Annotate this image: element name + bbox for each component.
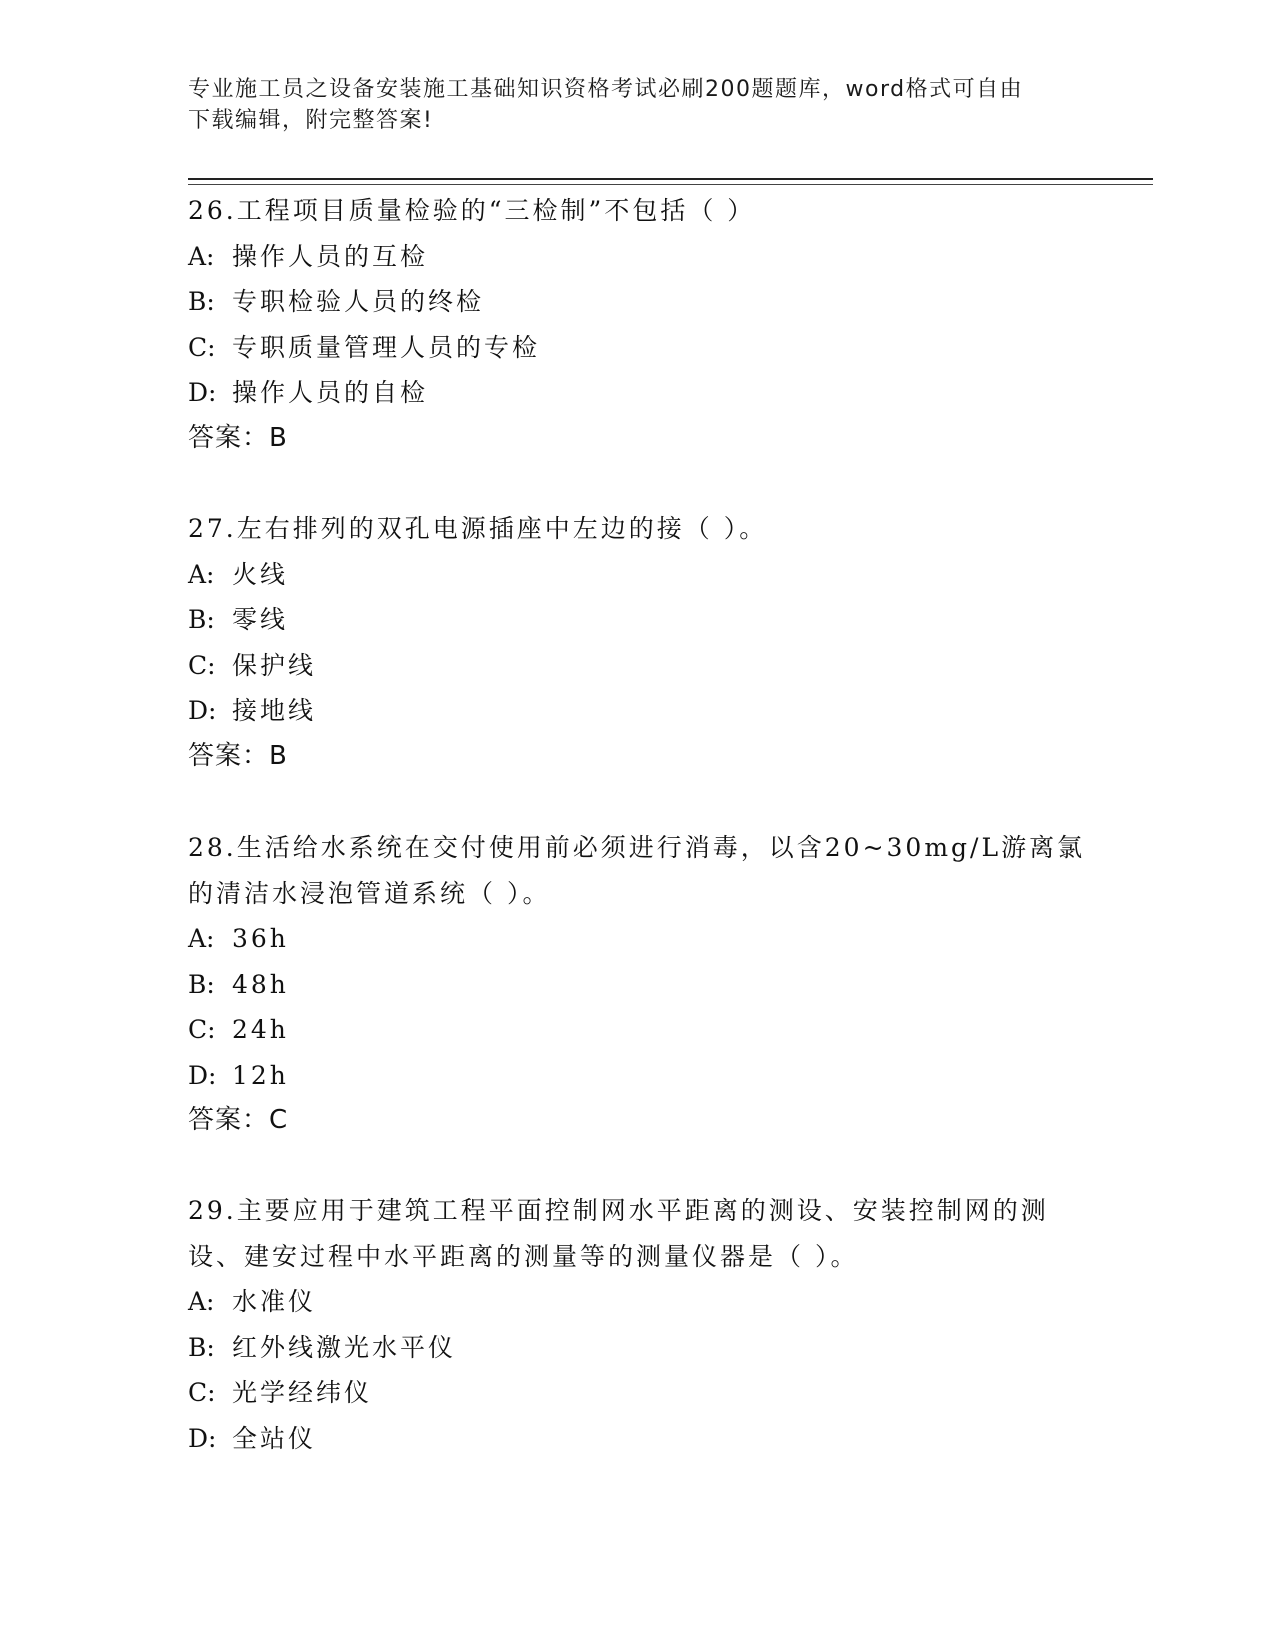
option-text: 36h — [232, 924, 289, 953]
option-text: 操作人员的自检 — [232, 378, 429, 407]
option-b — [188, 962, 1088, 1008]
option-text: 24h — [232, 1015, 289, 1044]
option-c — [188, 643, 1088, 689]
header-divider-thin — [188, 184, 1153, 185]
option-letter: D: — [188, 1423, 217, 1453]
answer-line: 答案：B — [188, 422, 288, 453]
option-d — [188, 1416, 1088, 1462]
option-text: 保护线 — [232, 650, 317, 680]
option-text: 专职质量管理人员的专检 — [232, 332, 541, 362]
option-text: 专职检验人员的终检 — [232, 287, 485, 316]
question-27 — [188, 506, 1088, 779]
option-a — [188, 234, 1088, 280]
option-letter: D: — [188, 696, 217, 725]
option-b — [188, 597, 1088, 643]
question-stem-line-1: 29.主要应用于建筑工程平面控制网水平距离的测设、安装控制网的测 — [188, 1196, 1049, 1225]
option-a — [188, 916, 1088, 962]
option-letter: C: — [188, 650, 216, 680]
option-letter: C: — [188, 332, 216, 362]
option-letter: C: — [188, 1378, 216, 1407]
option-c — [188, 325, 1088, 371]
option-text: 12h — [232, 1060, 289, 1090]
option-text: 火线 — [232, 559, 289, 589]
question-stem-line-1: 28.生活给水系统在交付使用前必须进行消毒，以含20~30mg/L游离氯 — [188, 833, 1086, 862]
option-c — [188, 1370, 1088, 1416]
option-b — [188, 279, 1088, 325]
header-divider-thick — [188, 178, 1153, 180]
option-letter: D: — [188, 378, 217, 407]
question-26 — [188, 188, 1088, 461]
option-text: 红外线激光水平仪 — [232, 1332, 457, 1362]
option-text: 接地线 — [232, 696, 317, 725]
option-c — [188, 1007, 1088, 1053]
option-text: 操作人员的互检 — [232, 241, 429, 271]
option-d — [188, 688, 1088, 734]
answer-line: 答案：C — [188, 1105, 289, 1135]
option-letter: A: — [188, 241, 215, 271]
answer-line: 答案：B — [188, 740, 288, 771]
option-letter: B: — [188, 605, 215, 634]
option-letter: C: — [188, 1015, 216, 1044]
option-letter: B: — [188, 969, 215, 999]
option-a — [188, 552, 1088, 598]
option-text: 48h — [232, 969, 289, 999]
option-d — [188, 370, 1088, 416]
question-stem-line-2: 设、建安过程中水平距离的测量等的测量仪器是（ ）。 — [188, 1241, 859, 1271]
option-text: 全站仪 — [232, 1423, 317, 1453]
question-28 — [188, 825, 1088, 1144]
option-letter: A: — [188, 1287, 215, 1316]
header-line-1: 专业施工员之设备安装施工基础知识资格考试必刷200题题库，word格式可自由 — [188, 77, 1024, 102]
option-letter: A: — [188, 924, 215, 953]
option-letter: D: — [188, 1060, 217, 1090]
option-letter: A: — [188, 559, 215, 589]
option-a — [188, 1279, 1088, 1325]
option-b — [188, 1325, 1088, 1371]
option-d — [188, 1053, 1088, 1099]
header-line-2: 下载编辑，附完整答案! — [188, 108, 434, 133]
option-text: 零线 — [232, 605, 289, 634]
document-header — [188, 74, 1078, 136]
question-stem-line-2: 的清洁水浸泡管道系统（ ）。 — [188, 878, 551, 908]
question-stem: 27.左右排列的双孔电源插座中左边的接（ ）。 — [188, 514, 768, 543]
question-stem: 26.工程项目质量检验的“三检制”不包括（ ） — [188, 196, 756, 225]
option-letter: B: — [188, 1332, 215, 1362]
option-letter: B: — [188, 287, 215, 316]
option-text: 光学经纬仪 — [232, 1378, 373, 1407]
option-text: 水准仪 — [232, 1287, 317, 1316]
question-29 — [188, 1188, 1088, 1461]
